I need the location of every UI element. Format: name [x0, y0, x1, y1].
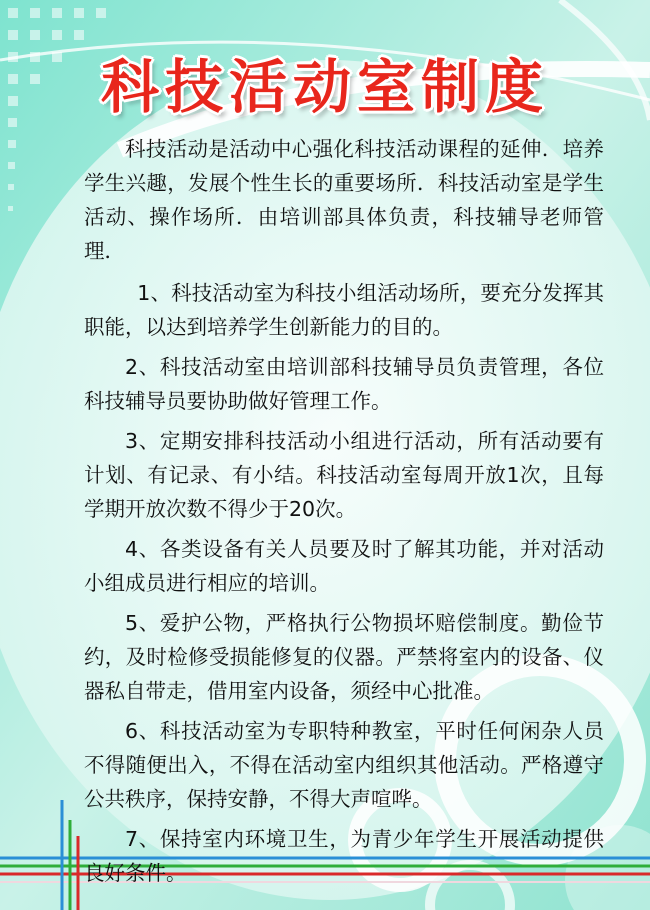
- rule-item-4: 4、各类设备有关人员要及时了解其功能，并对活动小组成员进行相应的培训。: [84, 537, 604, 595]
- rule-item-6: 6、科技活动室为专职特种教室，平时任何闲杂人员不得随便出入，不得在活动室内组织其他活动。严格遵守公共秩序，保持安静，不得大声喧哗。: [84, 719, 604, 811]
- rules-body: [84, 132, 604, 896]
- rule-item-3: 3、定期安排科技活动小组进行活动，所有活动要有计划、有记录、有小结。科技活动室每周开放1次，且每学期开放次数不得少于20次。: [84, 429, 604, 521]
- page-title: 科技活动室制度: [100, 53, 549, 121]
- intro-paragraph: 科技活动是活动中心强化科技活动课程的延伸．培养学生兴趣，发展个性生长的重要场所．科技活动室是学生活动、操作场所．由培训部具体负责，科技辅导老师管理．: [84, 137, 604, 263]
- rule-item-7: 7、保持室内环境卫生，为青少年学生开展活动提供良好条件。: [84, 827, 604, 885]
- rule-item-2: 2、科技活动室由培训部科技辅导员负责管理，各位科技辅导员要协助做好管理工作。: [84, 355, 604, 413]
- rule-item-1: 1、科技活动室为科技小组活动场所，要充分发挥其职能，以达到培养学生创新能力的目的。: [84, 281, 604, 339]
- rule-item-5: 5、爱护公物，严格执行公物损坏赔偿制度。勤俭节约，及时检修受损能修复的仪器。严禁将室内的设备、仪器私自带走，借用室内设备，须经中心批准。: [84, 611, 604, 703]
